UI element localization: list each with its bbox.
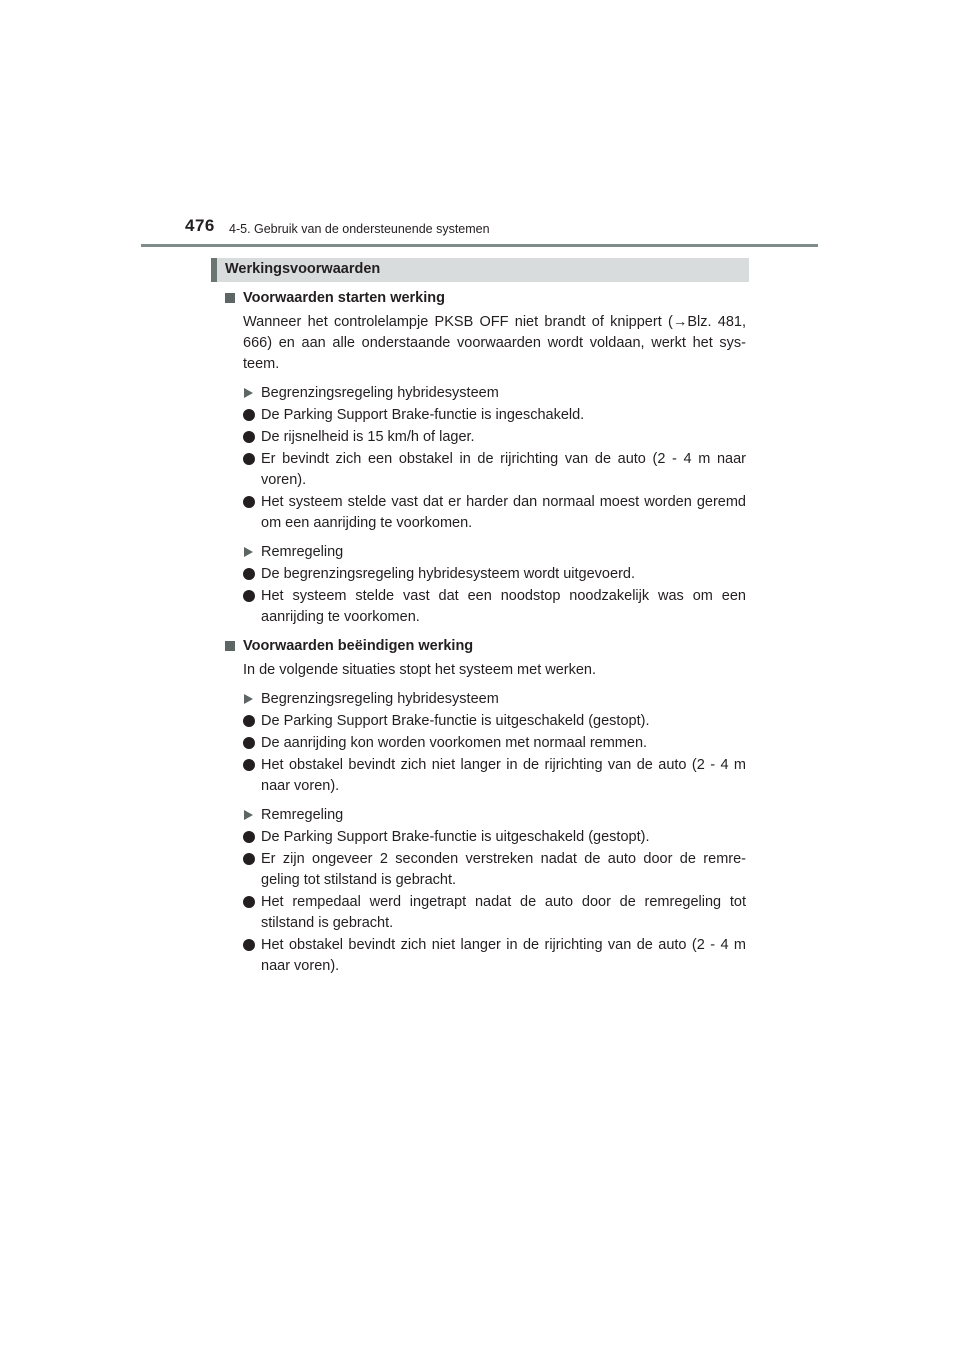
bullet-dot-icon	[243, 431, 255, 443]
list-item-text: De aanrijding kon worden voorkomen met normaal remmen.	[261, 735, 648, 751]
subheading-start-text: Voorwaarden starten werking	[243, 290, 445, 306]
bullet-dot-icon	[243, 853, 255, 865]
list-item	[224, 586, 746, 628]
section-title: Werkingsvoorwaarden	[225, 261, 381, 277]
list-item-text: Het systeem stelde vast dat een noodstop noodzakelijk was om een aanrijding te voorkomen.	[261, 588, 746, 625]
list-item-text: Het rempedaal werd ingetrapt nadat de auto door de remregeling tot stilstand is gebracht.	[261, 894, 746, 931]
start-intro: Wanneer het controlelampje PKSB OFF niet brandt of knippert (→Blz. 481, 666) en aan alle onderstaande voorwaarden wordt voldaan, werkt het sys-teem.	[243, 314, 746, 372]
group-label-text: Begrenzingsregeling hybridesysteem	[261, 385, 499, 401]
subheading-end	[224, 636, 746, 657]
chapter-title: 4-5. Gebruik van de ondersteunende systemen	[229, 222, 490, 236]
bullet-dot-icon	[243, 896, 255, 908]
bullet-dot-icon	[243, 568, 255, 580]
list-item-text: Er bevindt zich een obstakel in de rijrichting van de auto (2 - 4 m naar voren).	[261, 451, 746, 488]
group-label-text: Remregeling	[261, 544, 344, 560]
list-item	[224, 427, 746, 448]
list-item-text: Het obstakel bevindt zich niet langer in de rijrichting van de auto (2 - 4 m naar voren).	[261, 937, 746, 974]
section-accent	[211, 258, 217, 282]
square-bullet-icon	[225, 293, 235, 303]
bullet-dot-icon	[243, 737, 255, 749]
triangle-arrow-icon	[244, 547, 253, 557]
content	[224, 288, 746, 977]
list-item-text: De Parking Support Brake-functie is uitgeschakeld (gestopt).	[261, 829, 650, 845]
header-divider	[141, 244, 818, 247]
list-item	[224, 711, 746, 732]
page-number: 476	[185, 216, 215, 235]
group-label-text: Begrenzingsregeling hybridesysteem	[261, 691, 499, 707]
list-item	[224, 449, 746, 491]
bullet-dot-icon	[243, 590, 255, 602]
list-item-text: De rijsnelheid is 15 km/h of lager.	[261, 429, 475, 445]
list-item-text: Er zijn ongeveer 2 seconden verstreken nadat de auto door de remre-geling tot stilstand is gebracht.	[261, 851, 746, 888]
group-label	[224, 805, 746, 826]
group-label	[224, 542, 746, 563]
bullet-dot-icon	[243, 759, 255, 771]
square-bullet-icon	[225, 641, 235, 651]
list-item	[224, 405, 746, 426]
bullet-dot-icon	[243, 496, 255, 508]
group-label-text: Remregeling	[261, 807, 344, 823]
bullet-dot-icon	[243, 831, 255, 843]
list-item	[224, 827, 746, 848]
list-item	[224, 892, 746, 934]
list-item-text: De Parking Support Brake-functie is ingeschakeld.	[261, 407, 585, 423]
list-item	[224, 492, 746, 534]
section-heading-bar	[211, 258, 749, 282]
group-label	[224, 689, 746, 710]
list-item	[224, 564, 746, 585]
list-item	[224, 849, 746, 891]
triangle-arrow-icon	[244, 694, 253, 704]
end-intro: In de volgende situaties stopt het systeem met werken.	[243, 662, 597, 678]
group-label	[224, 383, 746, 404]
list-item	[224, 935, 746, 977]
bullet-dot-icon	[243, 409, 255, 421]
bullet-dot-icon	[243, 453, 255, 465]
list-item	[224, 733, 746, 754]
subheading-end-text: Voorwaarden beëindigen werking	[243, 638, 474, 654]
list-item-text: De Parking Support Brake-functie is uitgeschakeld (gestopt).	[261, 713, 650, 729]
bullet-dot-icon	[243, 939, 255, 951]
list-item	[224, 755, 746, 797]
bullet-dot-icon	[243, 715, 255, 727]
list-item-text: Het obstakel bevindt zich niet langer in de rijrichting van de auto (2 - 4 m naar voren).	[261, 757, 746, 794]
list-item-text: De begrenzingsregeling hybridesysteem wordt uitgevoerd.	[261, 566, 635, 582]
triangle-arrow-icon	[244, 388, 253, 398]
triangle-arrow-icon	[244, 810, 253, 820]
subheading-start	[224, 288, 746, 309]
list-item-text: Het systeem stelde vast dat er harder dan normaal moest worden geremd om een aanrijding te voorkomen.	[261, 494, 746, 531]
